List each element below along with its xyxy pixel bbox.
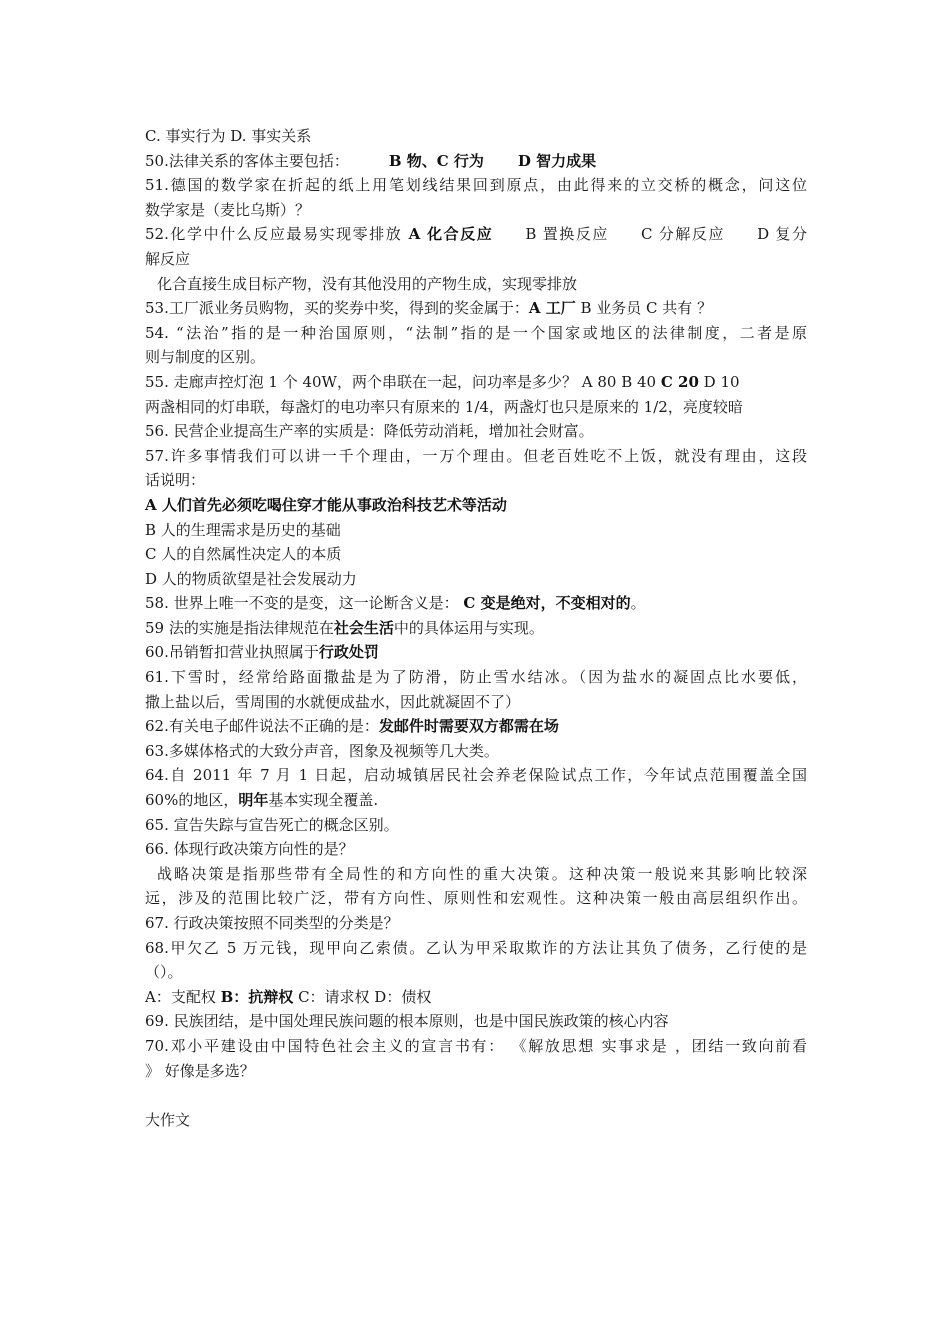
question-70-cont: 》 好像是多选？ [145,1061,255,1080]
answer: 明年 [238,791,269,810]
answer: 社会生活 [333,618,394,637]
explanation: 两盏相同的灯串联，每盏灯的电功率只有原来的 1/4，两盏灯也只是原来的 1/2，亮度较暗 [145,397,743,416]
question-53: 53.工厂派业务员购物，买的奖券中奖，得到的奖金属于：A 工厂 B 业务员 C 共有 ？ [145,299,713,318]
question-68: 68.甲欠乙 5 万元钱，现甲向乙索债。乙认为甲采取欺诈的方法让其负了债务，乙行使的是 [145,938,807,957]
question-68-cont: （）。 [145,963,183,982]
answer: 行政处罚 [318,643,379,662]
document-page [145,124,807,1132]
answer: D 智力成果 [517,151,597,170]
explanation: 化合直接生成目标产物，没有其他没用的产物生成，实现零排放 [157,274,578,293]
question-62: 62.有关电子邮件说法不正确的是：发邮件时需要双方都需在场 [145,717,559,736]
question-52-cont: 解反应 [145,249,191,268]
answer: C 变是绝对，不变相对的 [463,594,631,613]
question-51-cont: 数学家是（麦比乌斯）？ [145,200,311,219]
question-64: 64.自 2011 年 7 月 1 日起，启动城镇居民社会养老保险试点工作，今年试点范围覆盖全国 [145,766,807,785]
answer: C 20 [660,372,699,391]
question-text: 50.法律关系的客体主要包括： [145,151,349,170]
question-64-cont: 60%的地区，明年基本实现全覆盖. [145,791,379,810]
explanation-cont: 远，涉及的范围比较广泛，带有方向性、原则性和宏观性。这种决策一般由高层组织作出。 [145,889,807,908]
question-54-cont: 则与制度的区别。 [145,348,266,367]
answer: A 工厂 [528,299,576,318]
question-63: 63.多媒体格式的大致分声音，图象及视频等几大类。 [145,741,499,760]
question-60: 60.吊销暂扣营业执照属于行政处罚 [145,643,379,662]
question-56: 56. 民营企业提高生产率的实质是：降低劳动消耗，增加社会财富。 [145,422,594,441]
question-69: 69. 民族团结，是中国处理民族问题的根本原则，也是中国民族政策的核心内容 [145,1012,669,1031]
question-61-cont: 撒上盐以后，雪周围的水就便成盐水，因此就凝固不了） [145,692,521,711]
question-55: 55. 走廊声控灯泡 1 个 40W，两个串联在一起，问功率是多少？ A 80 B 40 C 20 D 10 [145,372,740,391]
question-59: 59 法的实施是指法律规范在社会生活中的具体运用与实现。 [145,618,544,637]
question-67: 67. 行政决策按照不同类型的分类是？ [145,914,399,932]
question-68-options: A：支配权 B：抗辩权 C：请求权 D：债权 [145,987,432,1006]
option-b: B 人的生理需求是历史的基础 [145,520,341,539]
question-58: 58. 世界上唯一不变的是变，这一论断含义是： C 变是绝对，不变相对的。 [145,594,646,613]
question-50 [145,149,807,174]
question-70: 70.邓小平建设由中国特色社会主义的宣言书有： 《解放思想 实事求是 ，团结一致向前看 [145,1036,807,1055]
option-a [145,493,807,518]
explanation: 战略决策是指那些带有全局性的和方向性的重大决策。这种决策一般说来其影响比较深 [157,864,807,883]
answer: A 化合反应 [408,225,494,244]
answer: 发邮件时需要双方都需在场 [378,717,559,736]
question-52: 52.化学中什么反应最易实现零排放 A 化合反应 B 置换反应 C 分解反应 D 复分 [145,225,807,244]
option-c: C 人的自然属性决定人的本质 [145,545,342,564]
question-51: 51.德国的数学家在折起的纸上用笔划线结果回到原点，由此得来的立交桥的概念，问这位 [145,176,807,195]
answer: A 人们首先必须吃喝住穿才能从事政治科技艺术等活动 [145,495,507,514]
section-heading: 大作文 [145,1110,191,1129]
text-line: C. 事实行为 D. 事实关系 [145,127,312,145]
answer: B：抗辩权 [220,987,294,1006]
question-65: 65. 宣告失踪与宣告死亡的概念区别。 [145,815,399,834]
question-66: 66. 体现行政决策方向性的是？ [145,840,354,859]
blank-line [145,1083,807,1108]
question-61: 61.下雪时，经常给路面撒盐是为了防滑，防止雪水结冰。（因为盐水的凝固点比水要低， [145,668,807,687]
question-54: 54. “法治”指的是一种治国原则，“法制”指的是一个国家或地区的法律制度，二者是原 [145,323,807,342]
question-57: 57.许多事情我们可以讲一千个理由，一万个理由。但老百姓吃不上饭，就没有理由，这段 [145,446,807,465]
answer: B 物、C 行为 [388,151,484,170]
option-d: D 人的物质欲望是社会发展动力 [145,569,357,588]
question-57-cont: 话说明： [145,471,206,490]
